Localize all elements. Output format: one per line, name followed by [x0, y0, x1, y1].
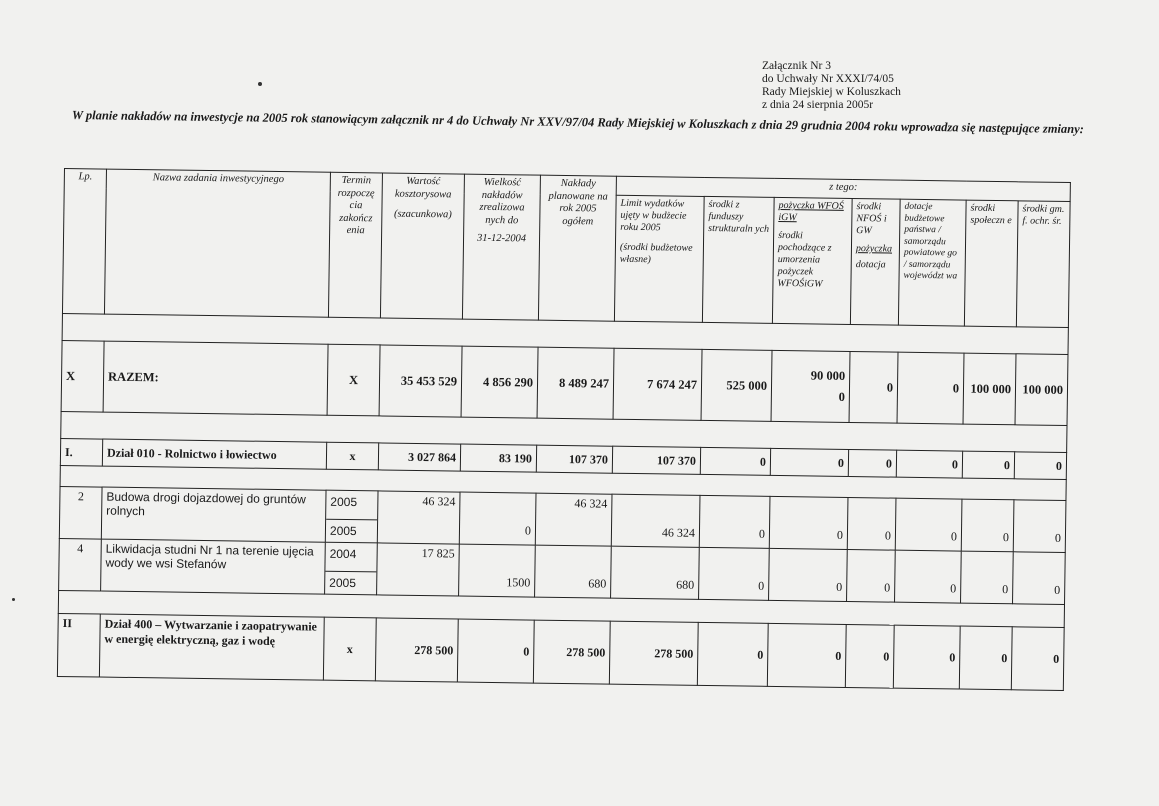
attachment-header: [762, 60, 901, 112]
razem-pozyczka: [771, 350, 850, 422]
header-wielkosc-date: 31-12-2004: [476, 232, 527, 245]
item-fundusze: 0: [699, 547, 770, 600]
scan-speck: [12, 598, 15, 601]
scan-speck: [258, 82, 262, 86]
item-naklady: 46 324: [535, 493, 612, 546]
attachment-line-2: do Uchwały Nr XXXI/74/05: [762, 73, 894, 85]
dzial-400-limit: 278 500: [609, 621, 698, 685]
razem-dotacje: 0: [897, 352, 964, 424]
header-z-tego: z tego:: [616, 176, 1070, 201]
item-dotacje: 0: [895, 550, 962, 603]
header-pozyczka-label: pożyczka WFOŚ iGW: [778, 199, 844, 224]
item-naklady: 680: [535, 545, 612, 598]
header-wielkosc: [462, 174, 540, 320]
header-nfos-dotacja: dotacja: [855, 259, 886, 271]
item-end: 2005: [329, 523, 357, 539]
dzial-400-dotacje: 0: [893, 625, 960, 689]
item-limit: 46 324: [611, 494, 700, 547]
razem-name: RAZEM:: [103, 341, 328, 415]
item-pozyczka: 0: [769, 496, 848, 549]
razem-naklady: 8 489 247: [537, 347, 614, 419]
dzial-010-dotacje: 0: [896, 450, 962, 478]
item-dotacje: 0: [895, 498, 962, 551]
header-spoleczne: środki społeczn e: [964, 200, 1018, 327]
header-name: Nazwa zadania inwestycyjnego: [104, 169, 330, 317]
item-gminy: 0: [1013, 500, 1066, 553]
intro-paragraph: W planie nakładów na inwestycje na 2005 rok stanowiącym załącznik nr 4 do Uchwały Nr XXV/97/04 Rady Miejskiej w Koluszkach z dnia 29 grudnia 2004 roku wprowadza się następujące zmiany:: [71, 108, 1084, 137]
item-termin: [325, 542, 378, 595]
dzial-400-name: Dział 400 – Wytwarzanie i zaopatrywanie w energię elektryczną, gaz i wodę: [99, 614, 324, 680]
dzial-400-termin: x: [323, 617, 376, 681]
header-lp: Lp.: [62, 169, 106, 315]
item-wielkosc: 1500: [459, 544, 536, 597]
dzial-010-termin: x: [326, 442, 378, 470]
item-pozyczka: 0: [769, 548, 848, 601]
item-nfos: 0: [847, 549, 896, 602]
dzial-010-wartosc: 3 027 864: [378, 443, 460, 471]
dzial-010-nfos: 0: [848, 449, 896, 477]
dzial-400-gminy: 0: [1011, 627, 1064, 691]
dzial-010-fundusze: 0: [700, 447, 770, 475]
item-name: Likwidacja studni Nr 1 na terenie ujęcia wody we wsi Stefanów: [101, 539, 326, 594]
dzial-010-limit: 107 370: [612, 446, 700, 474]
header-dotacje: dotacje budżetowe państwa / samorządu powiatowe go / samorządu województ wa: [898, 199, 966, 326]
header-wartosc-label: Wartość kosztorysowa: [394, 175, 452, 200]
razem-nfos: 0: [849, 351, 898, 423]
item-spoleczne: 0: [961, 499, 1014, 552]
item-start: 2004: [325, 543, 376, 573]
item-lp: 2: [59, 486, 102, 539]
header-limit: [614, 195, 704, 322]
dzial-010-spoleczne: 0: [962, 451, 1014, 479]
item-lp: 4: [59, 538, 102, 591]
header-limit-label: Limit wydatków ujęty w budżecie roku 2005: [620, 197, 687, 234]
item-limit: 680: [611, 546, 700, 599]
razem-fundusze: 525 000: [701, 349, 772, 421]
investment-table-wrapper: [57, 168, 1071, 691]
header-termin: Termin rozpoczę cia zakończ enia: [328, 172, 382, 318]
header-limit-sub: (środki budżetowe własne): [619, 241, 693, 266]
item-gminy: 0: [1013, 552, 1066, 605]
header-pozyczka-sub: środki pochodzące z umorzenia pożyczek WFOŚiGW: [777, 229, 832, 290]
razem-pozyczka-value-2: 0: [838, 389, 845, 404]
razem-lp: X: [61, 340, 104, 412]
razem-limit: 7 674 247: [613, 348, 702, 420]
header-row-1: [64, 169, 1070, 202]
item-wielkosc: 0: [459, 492, 536, 545]
dzial-400-wartosc: 278 500: [375, 618, 458, 682]
item-wartosc: 17 825: [377, 543, 460, 596]
attachment-line-3: Rady Miejskiej w Koluszkach: [762, 86, 901, 98]
dzial-400-row: [57, 613, 1064, 690]
item-wartosc: 46 324: [377, 491, 460, 544]
dzial-010-pozyczka: 0: [770, 448, 848, 476]
investment-table: [57, 168, 1071, 691]
header-naklady: Nakłady planowane na rok 2005 ogółem: [538, 175, 616, 321]
item-name: Budowa drogi dojazdowej do gruntów rolnych: [101, 487, 326, 542]
item-start: 2005: [326, 491, 377, 521]
dzial-400-pozyczka: 0: [767, 623, 846, 687]
header-gminy: środki gm. f. ochr. śr.: [1016, 201, 1070, 328]
header-wielkosc-label: Wielkość nakładów zrealizowa nych do: [479, 176, 525, 226]
razem-wartosc: 35 453 529: [379, 345, 462, 417]
razem-pozyczka-value: 90 000: [810, 368, 846, 383]
dzial-010-name: Dział 010 - Rolnictwo i łowiectwo: [102, 439, 326, 469]
dzial-010-lp: I.: [60, 438, 102, 466]
attachment-line-1: Załącznik Nr 3: [762, 60, 831, 72]
dzial-010-gminy: 0: [1014, 452, 1066, 480]
item-termin: [325, 490, 378, 543]
header-nfos-label: środki NFOŚ i GW: [856, 201, 887, 237]
header-wartosc: [380, 173, 464, 319]
header-nfos: [850, 199, 900, 326]
item-fundusze: 0: [699, 495, 770, 548]
header-pozyczka: [772, 197, 852, 324]
razem-termin: X: [327, 344, 380, 416]
header-wartosc-sub: (szacunkowa): [393, 208, 452, 221]
header-nfos-pozyczka: pożyczka: [855, 243, 893, 255]
dzial-010-naklady: 107 370: [536, 445, 612, 473]
attachment-line-4: z dnia 24 sierpnia 2005r: [762, 99, 874, 111]
header-fundusze: środki z funduszy strukturaln ych: [702, 196, 774, 323]
razem-wielkosc: 4 856 290: [461, 346, 538, 418]
item-spoleczne: 0: [961, 551, 1014, 604]
dzial-400-fundusze: 0: [697, 622, 768, 686]
dzial-400-nfos: 0: [845, 624, 894, 688]
dzial-400-spoleczne: 0: [959, 626, 1012, 690]
item-nfos: 0: [847, 497, 896, 550]
dzial-400-naklady: 278 500: [533, 620, 610, 684]
dzial-400-wielkosc: 0: [457, 619, 534, 683]
razem-spoleczne: 100 000: [963, 353, 1016, 425]
dzial-010-wielkosc: 83 190: [460, 444, 536, 472]
razem-gminy: 100 000: [1015, 354, 1068, 426]
dzial-400-lp: II: [57, 613, 100, 677]
item-end: 2005: [329, 575, 357, 591]
